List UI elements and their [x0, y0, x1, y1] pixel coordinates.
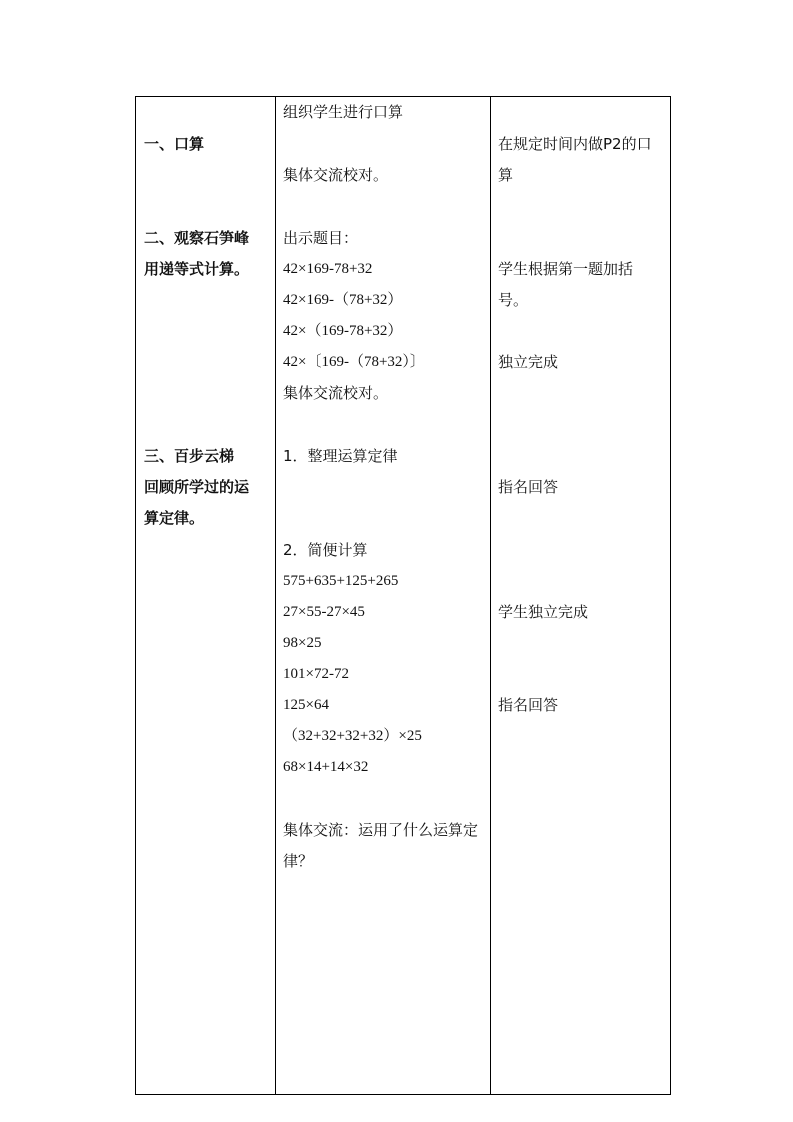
- expression: 98×25: [283, 635, 322, 651]
- student-text: 学生根据第一题加括: [498, 260, 634, 278]
- expression: （32+32+32+32）×25: [283, 728, 422, 744]
- student-text: 号。: [498, 291, 529, 309]
- section-heading-cloud-ladder-line2: 回顾所学过的运: [144, 478, 250, 496]
- expression: 42×169-（78+32）: [283, 292, 403, 308]
- teacher-text: 集体交流：运用了什么运算定: [283, 821, 479, 839]
- section-heading-cloud-ladder: 三、百步云梯: [144, 447, 235, 465]
- expression: 42×（169-78+32）: [283, 323, 403, 339]
- student-text: 算: [498, 166, 514, 184]
- expression: 125×64: [283, 697, 329, 713]
- column-divider-1: [275, 97, 276, 1094]
- section-column: [144, 97, 270, 1094]
- section-heading-stalagmite: 二、观察石笋峰: [144, 229, 250, 247]
- student-activity-column: [498, 97, 666, 1094]
- section-heading-stalagmite-line2: 用递等式计算。: [144, 260, 250, 278]
- student-text: 学生独立完成: [498, 603, 589, 621]
- expression: 101×72-72: [283, 666, 349, 682]
- teacher-text: 律？: [283, 852, 314, 870]
- teacher-text: 出示题目：: [283, 229, 359, 247]
- expression: 42×169-78+32: [283, 261, 373, 277]
- teacher-text: 集体交流校对。: [283, 166, 389, 184]
- section-heading-cloud-ladder-line3: 算定律。: [144, 509, 205, 527]
- column-divider-2: [490, 97, 491, 1094]
- student-text: 指名回答: [498, 478, 559, 496]
- expression: 575+635+125+265: [283, 573, 399, 589]
- teacher-activity-column: [283, 97, 488, 1094]
- teacher-text: 集体交流校对。: [283, 384, 389, 402]
- teacher-text: 组织学生进行口算: [283, 103, 404, 121]
- expression: 42×〔169-（78+32）〕: [283, 354, 425, 370]
- student-text: 指名回答: [498, 696, 559, 714]
- expression: 68×14+14×32: [283, 759, 369, 775]
- student-text: 独立完成: [498, 353, 559, 371]
- section-heading-oral-calculation: 一、口算: [144, 135, 205, 153]
- teacher-text: 1．整理运算定律: [283, 447, 398, 465]
- student-text: 在规定时间内做P2的口: [498, 135, 652, 153]
- expression: 27×55-27×45: [283, 604, 365, 620]
- teacher-text: 2．简便计算: [283, 541, 368, 559]
- lesson-plan-table: [135, 96, 671, 1095]
